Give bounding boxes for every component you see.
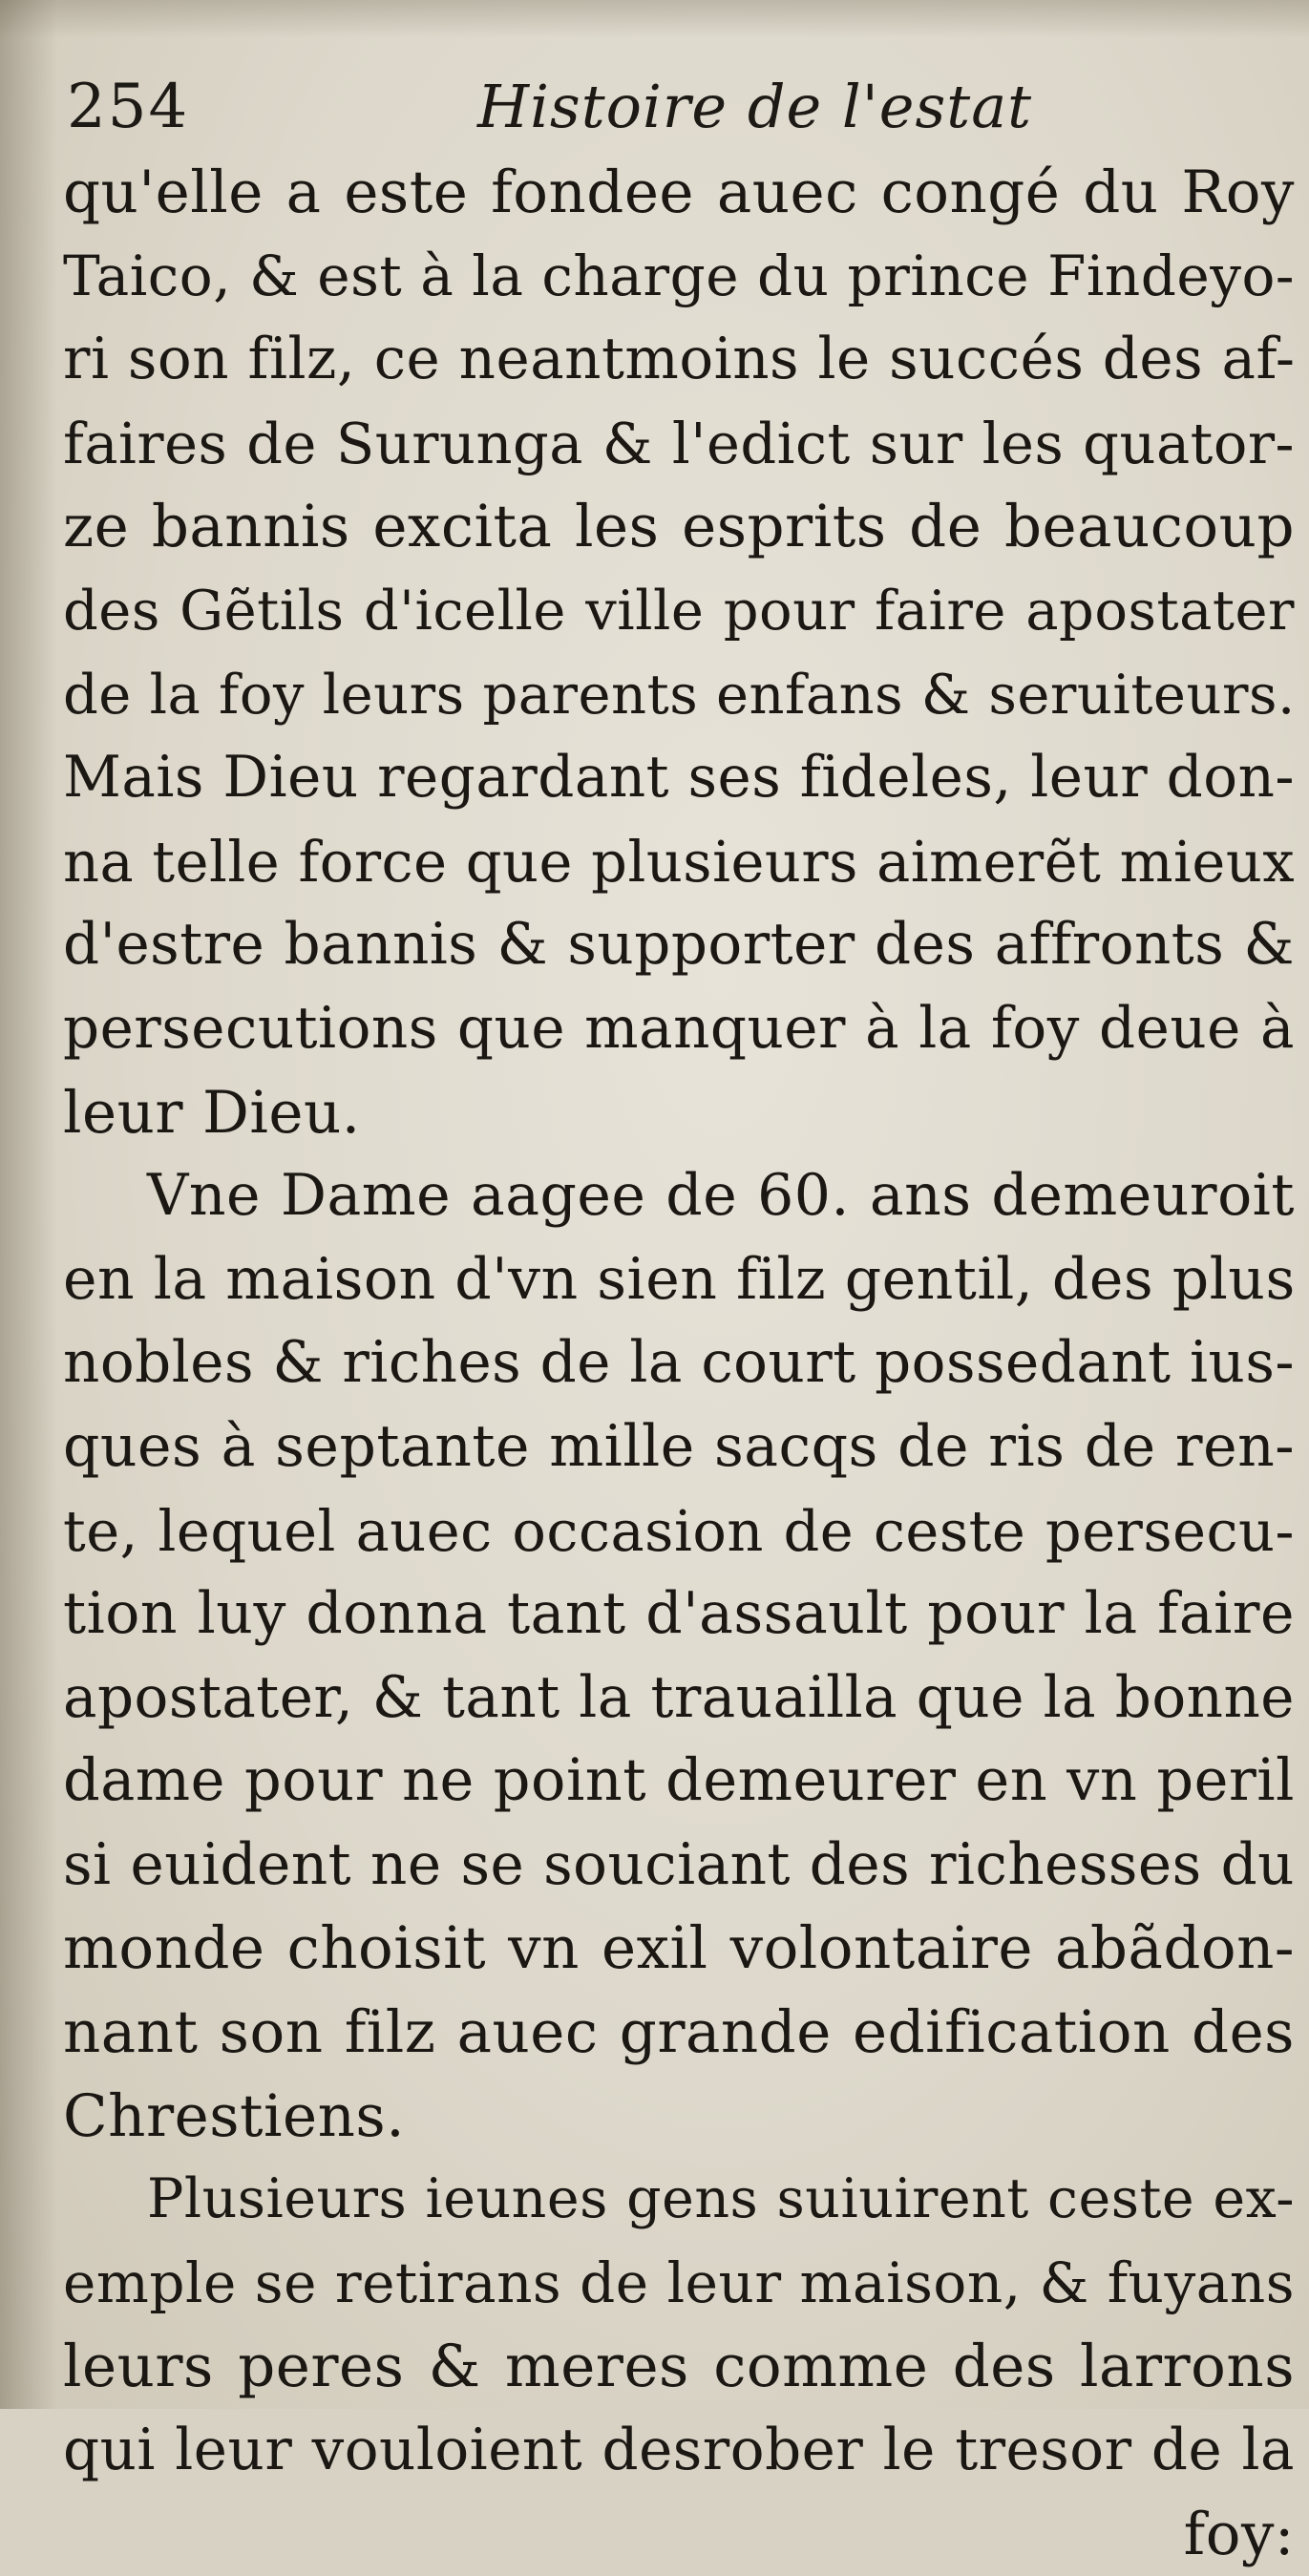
text-line: nobles & riches de la court possedant ius- bbox=[63, 1330, 1295, 1397]
running-title: Histoire de l'estat bbox=[477, 72, 1033, 141]
text-line: des Gẽtils d'icelle ville pour faire apostater bbox=[63, 578, 1295, 643]
paragraph-start-line: Vne Dame aagee de 60. ans demeuroit bbox=[147, 1162, 1295, 1230]
text-line: qui leur vouloient desrober le tresor de la bbox=[63, 2418, 1295, 2484]
text-line: dame pour ne point demeurer en vn peril bbox=[63, 1747, 1295, 1815]
text-line: de la foy leurs parents enfans & seruiteurs. bbox=[63, 662, 1296, 727]
running-head bbox=[67, 69, 1252, 145]
text-line: ques à septante mille sacqs de ris de ren- bbox=[63, 1412, 1295, 1480]
body-text bbox=[63, 151, 1295, 2576]
text-line: persecutions que manquer à la foy deue à bbox=[63, 995, 1295, 1062]
text-line: emple se retirans de leur maison, & fuyans bbox=[63, 2249, 1295, 2315]
text-line: apostater, & tant la trauailla que la bonne bbox=[63, 1664, 1295, 1731]
text-line: ri son filz, ce neantmoins le succés des af- bbox=[63, 327, 1296, 393]
text-line: tion luy donna tant d'assault pour la faire bbox=[63, 1580, 1295, 1648]
text-line: Taico, & est à la charge du prince Findeyo- bbox=[63, 243, 1295, 308]
catchword: foy: bbox=[1183, 2500, 1295, 2568]
text-line: Mais Dieu regardant ses fideles, leur don- bbox=[63, 745, 1295, 812]
text-line: ze bannis excita les esprits de beaucoup bbox=[63, 493, 1295, 561]
text-line: leurs peres & meres comme des larrons bbox=[63, 2333, 1295, 2401]
page-number: 254 bbox=[67, 72, 190, 142]
text-line: monde choisit vn exil volontaire abãdon- bbox=[63, 1914, 1295, 1983]
text-line: leur Dieu. bbox=[63, 1078, 361, 1147]
text-line: faires de Surunga & l'edict sur les quator- bbox=[63, 410, 1295, 476]
paragraph-start-line: Plusieurs ieunes gens suiuirent ceste ex- bbox=[147, 2167, 1295, 2231]
text-line: si euident ne se souciant des richesses du bbox=[63, 1831, 1295, 1898]
text-line: na telle force que plusieurs aimerẽt mieux bbox=[63, 828, 1296, 895]
text-line: nant son filz auec grande edification des bbox=[63, 1998, 1295, 2067]
text-line: te, lequel auec occasion de ceste persecu- bbox=[63, 1497, 1295, 1564]
text-line: d'estre bannis & supporter des affronts & bbox=[63, 912, 1295, 979]
text-line: en la maison d'vn sien filz gentil, des plus bbox=[63, 1245, 1296, 1313]
text-line: Chrestiens. bbox=[63, 2081, 406, 2150]
text-line: qu'elle a este fondee auec congé du Roy bbox=[63, 158, 1295, 226]
